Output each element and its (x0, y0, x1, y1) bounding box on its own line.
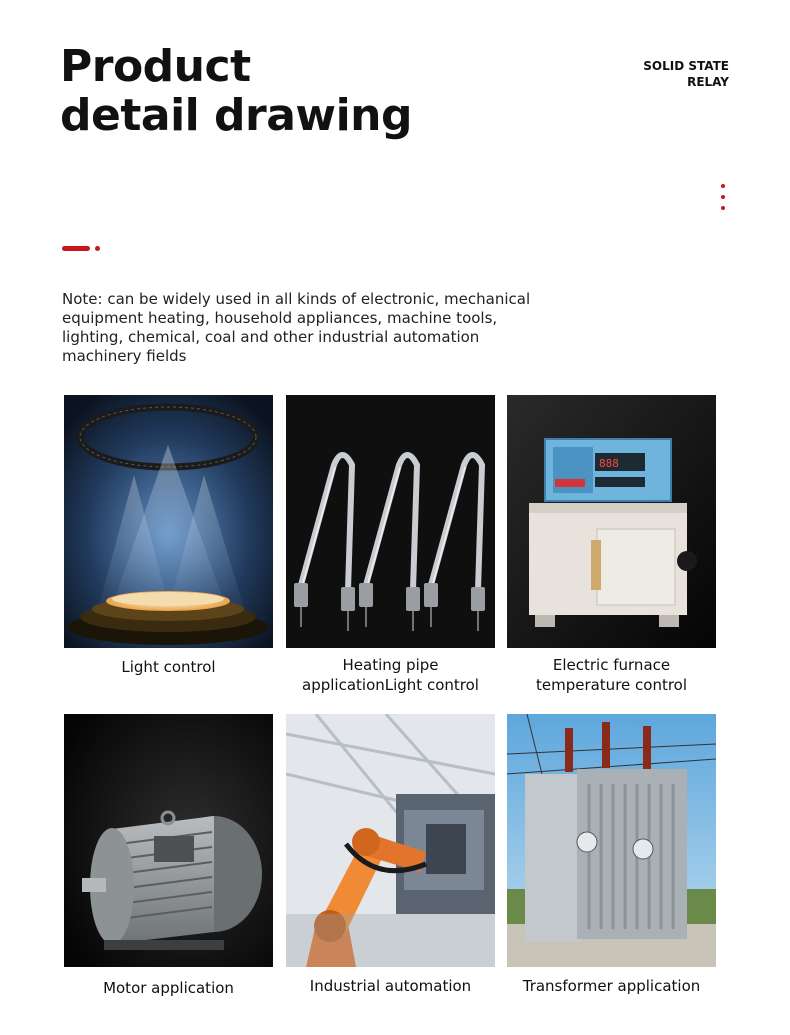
application-caption: Industrial automation (309, 977, 472, 995)
application-caption: Light control (121, 658, 216, 676)
svg-text:888: 888 (599, 457, 619, 470)
application-tile-transformer (507, 714, 716, 996)
transformer-image (507, 714, 716, 967)
application-caption: Heating pipe applicationLight control (302, 656, 479, 694)
page-title (60, 42, 412, 140)
application-caption: Electric furnace temperature control (535, 656, 688, 694)
application-tile-electric-furnace (507, 395, 716, 695)
application-tile-light-control (64, 395, 273, 677)
furnace-image (507, 395, 716, 648)
product-category-line1: SOLID STATE (643, 59, 729, 73)
product-category-label (643, 58, 729, 90)
application-tile-industrial-automation (286, 714, 495, 996)
application-caption: Transformer application (522, 977, 701, 995)
robot-arm-image (286, 714, 495, 967)
application-caption: Motor application (103, 979, 234, 997)
page-title-line2: detail drawing (60, 90, 412, 141)
page-title-line1: Product (60, 41, 251, 92)
usage-note: Note: can be widely used in all kinds of electronic, mechanical equipment heating, household appliances, machine tools, lighting, chemical, coal and other industrial automation machinery fields (62, 290, 531, 365)
application-tile-heating-pipe (286, 395, 495, 695)
application-tile-motor (64, 714, 273, 998)
motor-image (64, 714, 273, 967)
product-category-line2: RELAY (687, 75, 729, 89)
heating-pipe-image (286, 395, 495, 648)
vertical-dots-decoration (721, 184, 726, 217)
stage-light-image (64, 395, 273, 648)
